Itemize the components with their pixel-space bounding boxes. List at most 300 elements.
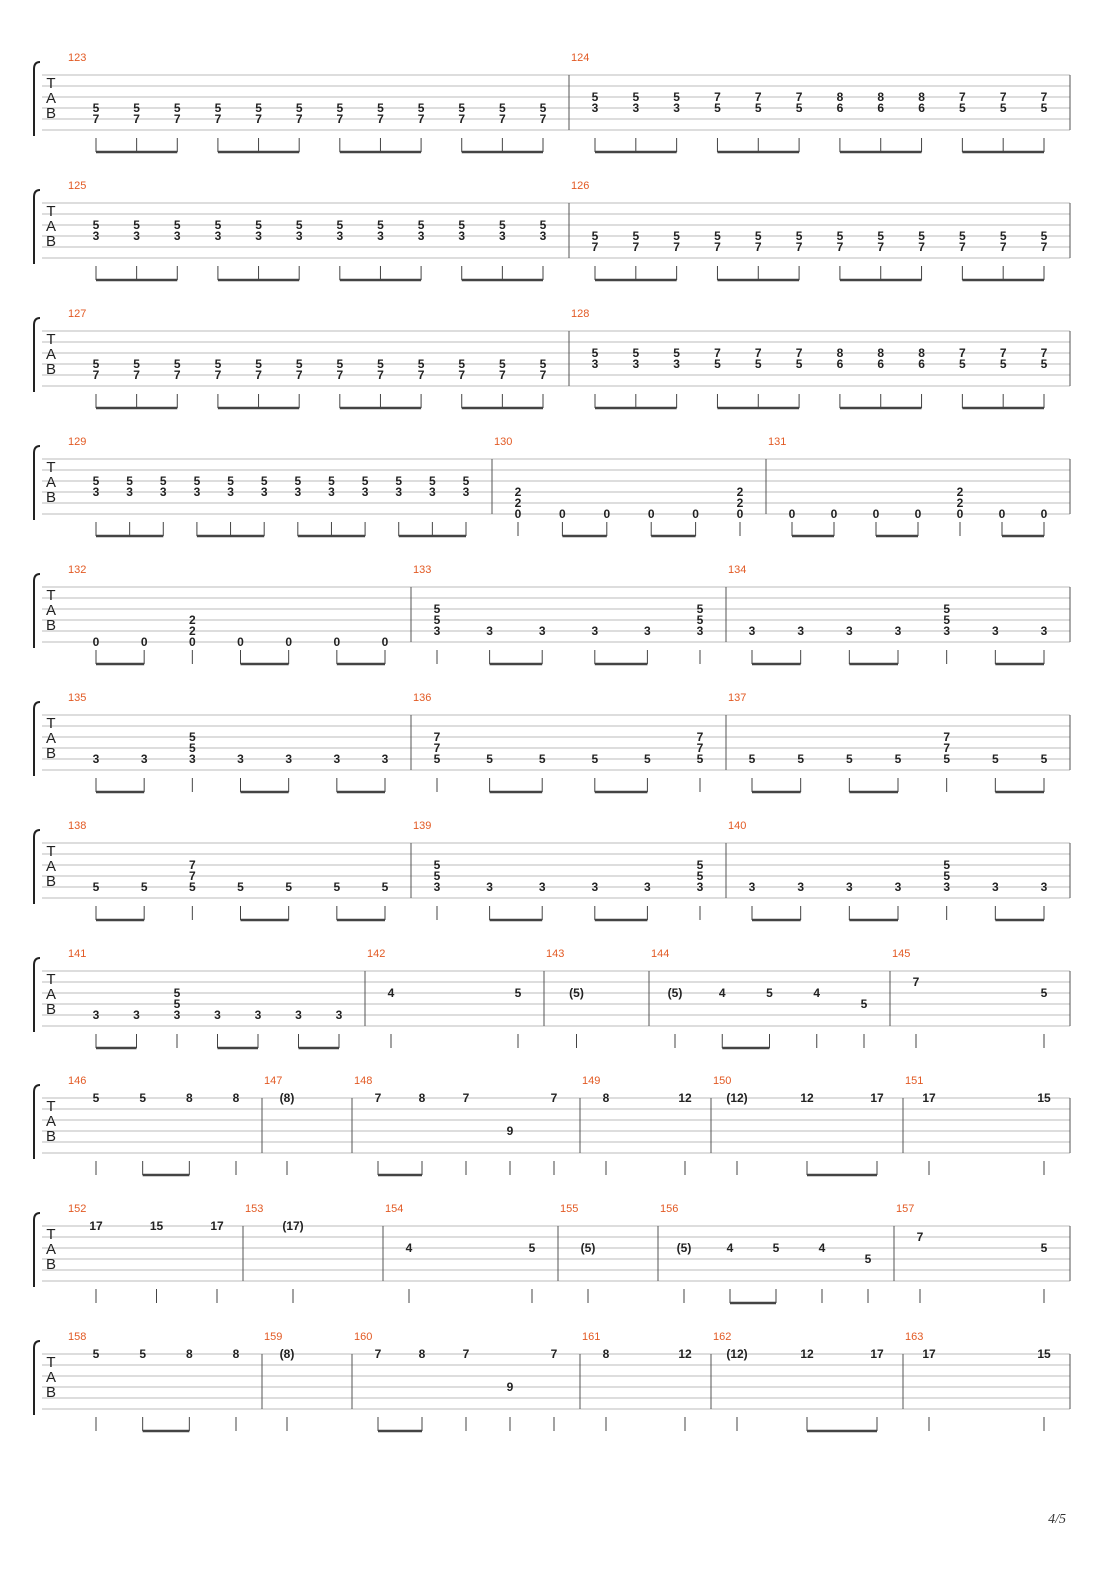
fret-number: 0 — [188, 635, 196, 649]
fret-number: 5 — [133, 101, 140, 115]
fret-number: 3 — [255, 229, 262, 243]
tab-clef-t: T — [46, 971, 56, 988]
measure-number: 148 — [354, 1075, 373, 1087]
measure-number: 135 — [68, 692, 87, 704]
fret-number: 5 — [126, 474, 133, 488]
measure-number: 129 — [68, 436, 87, 448]
measure-number: 127 — [68, 308, 87, 320]
tab-clef-t: T — [46, 843, 56, 860]
tab-clef-t: T — [46, 1354, 56, 1371]
fret-number: 4 — [818, 1241, 826, 1255]
fret-number: 8 — [185, 1347, 193, 1361]
fret-number: 0 — [1040, 507, 1048, 521]
fret-number: 12 — [800, 1347, 814, 1361]
fret-number: 3 — [538, 880, 546, 894]
fret-number: 2 — [956, 485, 964, 499]
fret-number: 7 — [943, 730, 951, 744]
tab-clef-b: B — [45, 1001, 57, 1018]
fret-number: 6 — [836, 101, 844, 115]
fret-number: 3 — [943, 880, 951, 894]
fret-number: 5 — [673, 90, 680, 104]
fret-number: 3 — [499, 229, 506, 243]
fret-number: 7 — [714, 240, 721, 254]
fret-number: 6 — [918, 101, 925, 115]
fret-number: 7 — [374, 1347, 382, 1361]
fret-number: 3 — [335, 1008, 343, 1022]
fret-number: 5 — [92, 1091, 100, 1105]
fret-number: 7 — [696, 730, 704, 744]
fret-number: 3 — [486, 880, 493, 894]
fret-number: 5 — [538, 752, 546, 766]
fret-number: 7 — [377, 112, 384, 126]
fret-number: 8 — [877, 90, 885, 104]
fret-number: 7 — [458, 368, 466, 382]
fret-number: 5 — [943, 752, 951, 766]
fret-number: 5 — [237, 880, 244, 894]
fret-number: 3 — [294, 485, 302, 499]
tab-clef-b: B — [45, 1128, 57, 1145]
fret-number: 6 — [877, 357, 885, 371]
fret-number: 3 — [462, 485, 470, 499]
fret-number: 3 — [797, 880, 805, 894]
measure-number: 131 — [768, 436, 787, 448]
fret-number: 5 — [328, 474, 335, 488]
fret-number: 3 — [1040, 624, 1048, 638]
fret-number: 12 — [678, 1091, 692, 1105]
fret-number: 5 — [754, 101, 762, 115]
fret-number: 4 — [813, 986, 821, 1000]
measure-number: 152 — [68, 1203, 87, 1215]
fret-number: 7 — [255, 368, 262, 382]
fret-number: 5 — [433, 858, 441, 872]
fret-number: 3 — [188, 752, 196, 766]
tab-clef-a: A — [45, 1369, 57, 1386]
fret-number: 5 — [845, 752, 853, 766]
fret-number: 12 — [800, 1091, 814, 1105]
fret-number: 5 — [591, 752, 599, 766]
fret-number: 5 — [999, 229, 1007, 243]
fret-number: 2 — [736, 496, 744, 510]
fret-number: 5 — [92, 880, 100, 894]
fret-number: 5 — [696, 752, 704, 766]
system-bracket — [34, 446, 40, 520]
measure-number: 146 — [68, 1075, 87, 1087]
fret-number: 3 — [133, 1008, 140, 1022]
fret-number: 5 — [188, 730, 196, 744]
tab-clef-b: B — [45, 361, 57, 378]
fret-number: 7 — [795, 240, 803, 254]
fret-number: 3 — [433, 880, 441, 894]
fret-number: 5 — [462, 474, 470, 488]
fret-number: 7 — [188, 858, 196, 872]
fret-number: 3 — [92, 229, 100, 243]
fret-number: 5 — [159, 474, 167, 488]
fret-number: 5 — [991, 752, 999, 766]
fret-number: 3 — [159, 485, 167, 499]
fret-number: 5 — [714, 229, 721, 243]
fret-number: 5 — [943, 602, 951, 616]
fret-number: 3 — [591, 101, 599, 115]
tab-clef-a: A — [45, 90, 57, 107]
fret-number: 3 — [92, 752, 100, 766]
fret-number: 2 — [956, 496, 964, 510]
fret-number: 7 — [591, 240, 599, 254]
fret-number: 7 — [943, 741, 951, 755]
fret-number: 4 — [726, 1241, 734, 1255]
fret-number: 5 — [528, 1241, 536, 1255]
fret-number: 7 — [336, 368, 344, 382]
fret-number: (8) — [279, 1347, 295, 1361]
fret-number: 7 — [1040, 346, 1048, 360]
fret-number: 7 — [214, 368, 222, 382]
fret-number: 7 — [336, 112, 344, 126]
fret-number: 3 — [254, 1008, 262, 1022]
tab-clef-b: B — [45, 873, 57, 890]
tab-clef-t: T — [46, 331, 56, 348]
tab-clef-a: A — [45, 602, 57, 619]
page-number: 4/5 — [1048, 1512, 1066, 1527]
fret-number: 17 — [89, 1219, 103, 1233]
fret-number: 5 — [139, 1091, 147, 1105]
fret-number: 5 — [644, 752, 651, 766]
fret-number: 3 — [260, 485, 268, 499]
fret-number: 7 — [918, 240, 925, 254]
fret-number: 3 — [140, 752, 148, 766]
fret-number: 9 — [506, 1124, 514, 1138]
measure-number: 163 — [905, 1331, 924, 1343]
fret-number: 5 — [214, 218, 222, 232]
tab-clef-b: B — [45, 1384, 57, 1401]
fret-number: 5 — [748, 752, 756, 766]
measure-number: 126 — [571, 180, 590, 192]
measure-number: 154 — [385, 1203, 404, 1215]
measure-number: 158 — [68, 1331, 87, 1343]
fret-number: 5 — [336, 101, 344, 115]
fret-number: 0 — [559, 507, 566, 521]
fret-number: 5 — [943, 858, 951, 872]
fret-number: 0 — [237, 635, 244, 649]
fret-number: 15 — [149, 1219, 164, 1233]
measure-number: 157 — [896, 1203, 915, 1215]
measure-number: 125 — [68, 180, 87, 192]
measure-number: 155 — [560, 1203, 579, 1215]
fret-number: 7 — [92, 368, 100, 382]
fret-number: 3 — [417, 229, 425, 243]
fret-number: 5 — [499, 101, 506, 115]
fret-number: 5 — [1040, 752, 1048, 766]
fret-number: 8 — [602, 1091, 610, 1105]
fret-number: 7 — [550, 1091, 558, 1105]
fret-number: 5 — [696, 613, 704, 627]
measure-number: 145 — [892, 948, 911, 960]
fret-number: 5 — [295, 101, 303, 115]
fret-number: 7 — [462, 1347, 470, 1361]
fret-number: 5 — [632, 229, 640, 243]
fret-number: 3 — [381, 752, 389, 766]
measure-number: 134 — [728, 564, 747, 576]
fret-number: 7 — [458, 112, 466, 126]
tab-clef-t: T — [46, 1226, 56, 1243]
measure-number: 149 — [582, 1075, 601, 1087]
measure-number: 143 — [546, 948, 565, 960]
fret-number: 5 — [836, 229, 844, 243]
fret-number: 7 — [999, 346, 1007, 360]
fret-number: 2 — [514, 496, 522, 510]
fret-number: 6 — [877, 101, 885, 115]
fret-number: 5 — [499, 218, 506, 232]
fret-number: 8 — [418, 1091, 426, 1105]
fret-number: 5 — [255, 101, 262, 115]
fret-number: 5 — [188, 880, 196, 894]
fret-number: 7 — [632, 240, 640, 254]
fret-number: 5 — [336, 357, 344, 371]
fret-number: (5) — [569, 986, 584, 1000]
tab-clef-b: B — [45, 105, 57, 122]
fret-number: 7 — [539, 368, 547, 382]
fret-number: 0 — [956, 507, 964, 521]
fret-number: 5 — [591, 90, 599, 104]
fret-number: 5 — [214, 357, 222, 371]
fret-number: 3 — [673, 357, 680, 371]
tab-clef-a: A — [45, 858, 57, 875]
fret-number: 17 — [870, 1091, 884, 1105]
fret-number: 7 — [1040, 240, 1048, 254]
fret-number: 4 — [718, 986, 726, 1000]
fret-number: 7 — [173, 112, 181, 126]
fret-number: 0 — [998, 507, 1006, 521]
fret-number: 6 — [836, 357, 844, 371]
fret-number: 7 — [1040, 90, 1048, 104]
measure-number: 136 — [413, 692, 432, 704]
fret-number: 5 — [433, 752, 441, 766]
fret-number: 3 — [237, 752, 244, 766]
fret-number: 7 — [417, 368, 425, 382]
fret-number: 5 — [499, 357, 506, 371]
fret-number: (5) — [667, 986, 683, 1000]
fret-number: 3 — [696, 880, 704, 894]
fret-number: 7 — [92, 112, 100, 126]
tab-clef-t: T — [46, 459, 56, 476]
fret-number: 3 — [539, 229, 547, 243]
measure-number: 138 — [68, 820, 87, 832]
measure-number: 161 — [582, 1331, 601, 1343]
fret-number: (17) — [282, 1219, 304, 1233]
fret-number: 5 — [632, 346, 640, 360]
fret-number: 7 — [550, 1347, 558, 1361]
fret-number: 5 — [92, 474, 100, 488]
fret-number: 3 — [644, 624, 651, 638]
fret-number: (12) — [726, 1347, 748, 1361]
fret-number: 6 — [918, 357, 925, 371]
fret-number: 5 — [429, 474, 436, 488]
fret-number: 3 — [894, 880, 902, 894]
fret-number: 7 — [462, 1091, 470, 1105]
fret-number: 7 — [916, 1230, 924, 1244]
fret-number: 5 — [797, 752, 805, 766]
fret-number: 5 — [864, 1252, 872, 1266]
fret-number: 3 — [797, 624, 805, 638]
system-bracket — [34, 1213, 40, 1287]
fret-number: 5 — [714, 357, 721, 371]
fret-number: 5 — [395, 474, 403, 488]
fret-number: 5 — [433, 869, 441, 883]
fret-number: 7 — [374, 1091, 382, 1105]
fret-number: 9 — [506, 1380, 514, 1394]
fret-number: 0 — [692, 507, 699, 521]
fret-number: 3 — [591, 624, 599, 638]
system-bracket — [34, 958, 40, 1032]
fret-number: 3 — [295, 1008, 302, 1022]
fret-number: 17 — [870, 1347, 884, 1361]
fret-number: 7 — [133, 112, 140, 126]
fret-number: 5 — [458, 357, 466, 371]
tab-clef-t: T — [46, 587, 56, 604]
fret-number: 3 — [395, 485, 403, 499]
fret-number: 3 — [845, 624, 853, 638]
measure-number: 150 — [713, 1075, 732, 1087]
fret-number: 12 — [678, 1347, 692, 1361]
fret-number: 5 — [673, 346, 680, 360]
system-bracket — [34, 702, 40, 776]
fret-number: 5 — [92, 218, 100, 232]
fret-number: 5 — [336, 218, 344, 232]
fret-number: 3 — [538, 624, 546, 638]
fret-number: 7 — [417, 112, 425, 126]
fret-number: 0 — [514, 507, 522, 521]
fret-number: 2 — [514, 485, 522, 499]
fret-number: 0 — [647, 507, 655, 521]
fret-number: 17 — [210, 1219, 224, 1233]
measure-number: 159 — [264, 1331, 283, 1343]
fret-number: 0 — [872, 507, 880, 521]
fret-number: 7 — [795, 90, 803, 104]
fret-number: 5 — [294, 474, 302, 488]
tab-clef-b: B — [45, 745, 57, 762]
fret-number: 5 — [255, 357, 262, 371]
fret-number: 0 — [830, 507, 838, 521]
fret-number: 3 — [173, 1008, 181, 1022]
fret-number: 0 — [333, 635, 341, 649]
tab-clef-b: B — [45, 233, 57, 250]
fret-number: 3 — [361, 485, 369, 499]
measure-number: 156 — [660, 1203, 679, 1215]
fret-number: 3 — [591, 880, 599, 894]
fret-number: 7 — [714, 346, 721, 360]
fret-number: 3 — [991, 624, 999, 638]
measure-number: 160 — [354, 1331, 373, 1343]
measure-number: 151 — [905, 1075, 924, 1087]
fret-number: 0 — [603, 507, 611, 521]
tab-clef-a: A — [45, 1113, 57, 1130]
fret-number: 5 — [696, 858, 704, 872]
fret-number: (5) — [676, 1241, 692, 1255]
fret-number: 5 — [295, 357, 303, 371]
fret-number: 3 — [214, 229, 222, 243]
fret-number: 7 — [714, 90, 721, 104]
measure-number: 142 — [367, 948, 386, 960]
fret-number: 3 — [133, 229, 140, 243]
fret-number: 8 — [602, 1347, 610, 1361]
fret-number: 3 — [336, 229, 344, 243]
fret-number: 8 — [418, 1347, 426, 1361]
fret-number: 5 — [92, 101, 100, 115]
measure-number: 128 — [571, 308, 590, 320]
fret-number: 7 — [499, 112, 506, 126]
fret-number: 15 — [1037, 1347, 1051, 1361]
fret-number: 7 — [433, 741, 441, 755]
fret-number: 7 — [754, 90, 762, 104]
fret-number: 0 — [92, 635, 100, 649]
fret-number: 0 — [788, 507, 796, 521]
tab-clef-t: T — [46, 75, 56, 92]
tab-clef-t: T — [46, 203, 56, 220]
fret-number: 3 — [227, 485, 234, 499]
fret-number: 7 — [912, 975, 920, 989]
fret-number: 7 — [999, 90, 1007, 104]
fret-number: 17 — [922, 1091, 936, 1105]
tab-clef-t: T — [46, 715, 56, 732]
fret-number: 5 — [361, 474, 369, 488]
tab-clef-b: B — [45, 617, 57, 634]
fret-number: 5 — [92, 357, 100, 371]
fret-number: 7 — [795, 346, 803, 360]
fret-number: 5 — [139, 1347, 147, 1361]
system-bracket — [34, 62, 40, 136]
fret-number: 5 — [754, 229, 762, 243]
fret-number: 5 — [591, 346, 599, 360]
fret-number: 3 — [333, 752, 341, 766]
fret-number: 5 — [285, 880, 293, 894]
fret-number: 5 — [173, 357, 181, 371]
fret-number: 7 — [999, 240, 1007, 254]
fret-number: 3 — [92, 485, 100, 499]
fret-number: 3 — [92, 1008, 100, 1022]
fret-number: 5 — [959, 101, 966, 115]
fret-number: 7 — [214, 112, 222, 126]
fret-number: 7 — [877, 240, 885, 254]
fret-number: 5 — [1040, 1241, 1048, 1255]
fret-number: 5 — [188, 741, 196, 755]
tab-clef-b: B — [45, 489, 57, 506]
fret-number: 3 — [894, 624, 902, 638]
fret-number: 7 — [295, 368, 303, 382]
fret-number: 3 — [328, 485, 335, 499]
measure-number: 124 — [571, 52, 590, 64]
fret-number: 5 — [133, 357, 140, 371]
fret-number: 5 — [877, 229, 885, 243]
system-bracket — [34, 830, 40, 904]
fret-number: 5 — [999, 101, 1007, 115]
system-bracket — [34, 1341, 40, 1415]
measure-number: 162 — [713, 1331, 732, 1343]
fret-number: 8 — [836, 90, 844, 104]
system-bracket — [34, 1085, 40, 1159]
fret-number: 8 — [232, 1347, 240, 1361]
fret-number: 3 — [295, 229, 303, 243]
fret-number: 3 — [173, 229, 181, 243]
fret-number: 5 — [696, 602, 704, 616]
fret-number: 7 — [188, 869, 196, 883]
measure-number: 147 — [264, 1075, 283, 1087]
fret-number: 8 — [185, 1091, 193, 1105]
fret-number: 3 — [458, 229, 466, 243]
fret-number: 5 — [377, 218, 384, 232]
fret-number: 5 — [959, 357, 966, 371]
fret-number: 8 — [918, 346, 925, 360]
fret-number: 5 — [632, 90, 640, 104]
fret-number: 5 — [1040, 986, 1048, 1000]
measure-number: 133 — [413, 564, 432, 576]
